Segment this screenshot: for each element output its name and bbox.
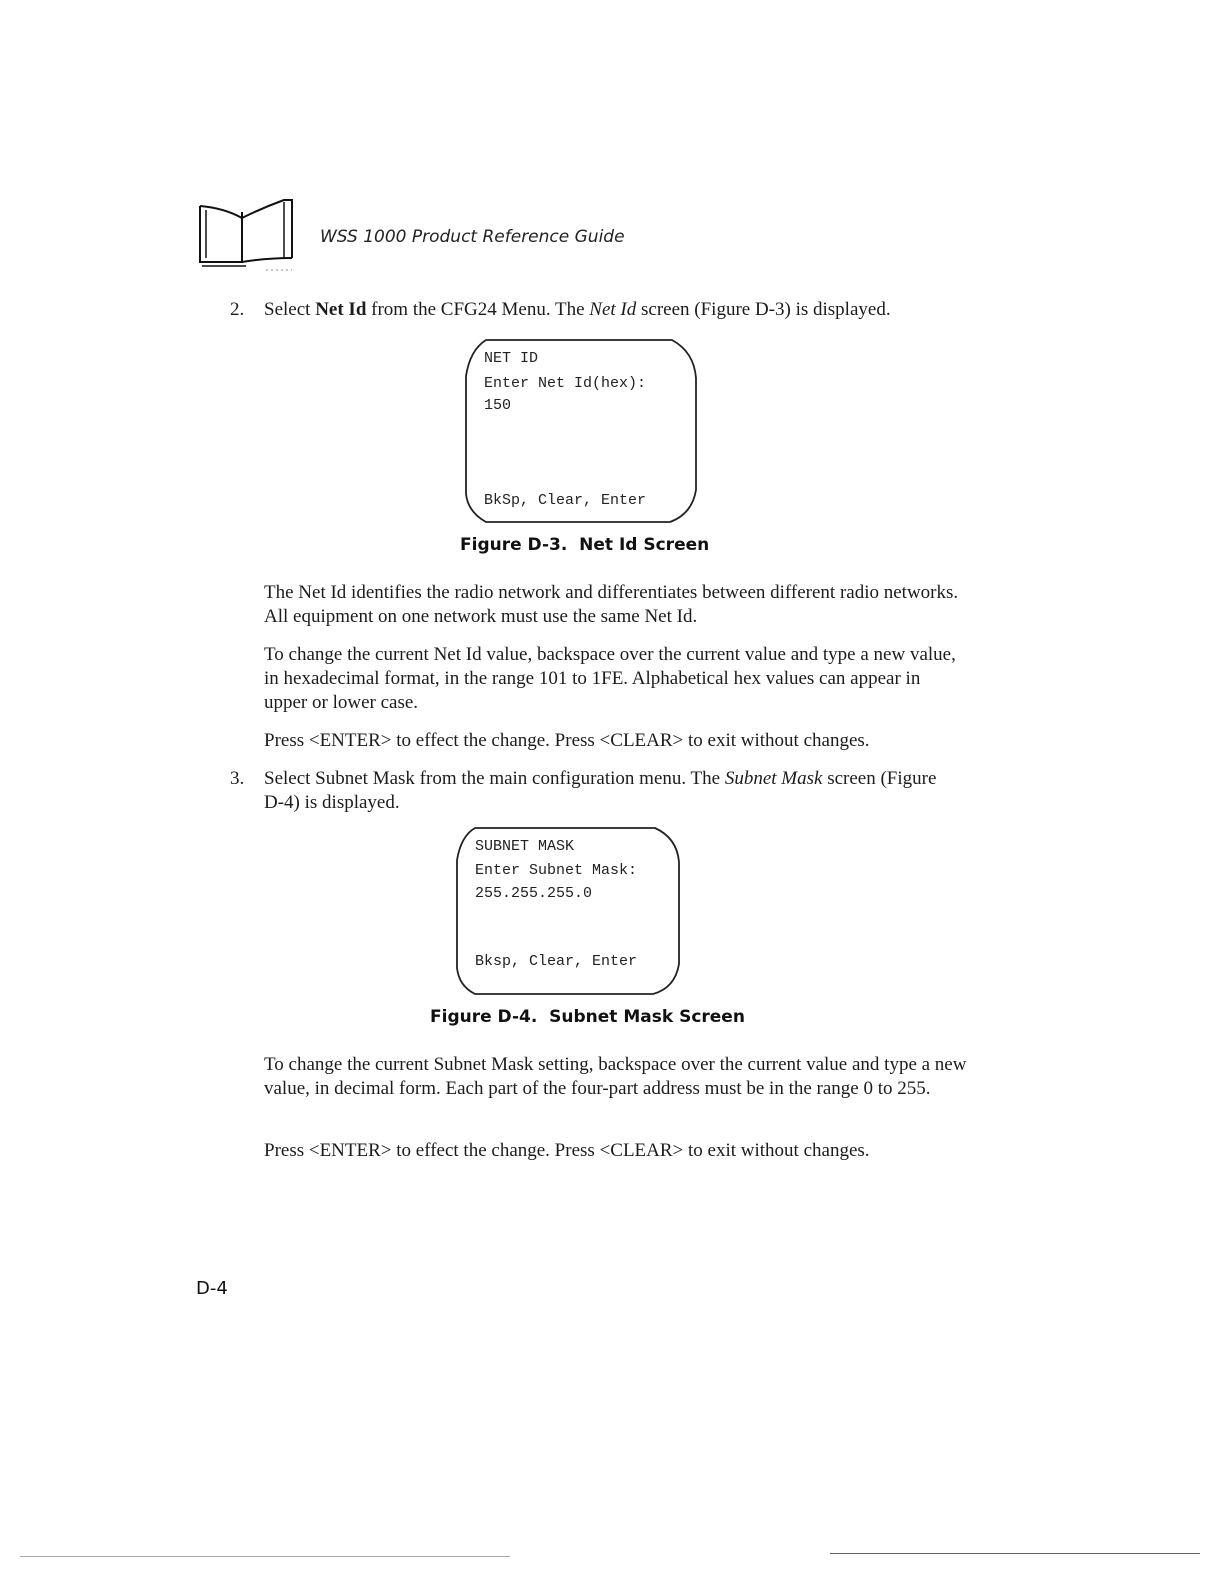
step-number: 3. — [230, 768, 245, 789]
screen-softkeys: BkSp, Clear, Enter — [484, 492, 647, 509]
open-book-icon — [196, 198, 296, 276]
screen-prompt: Enter Subnet Mask: — [475, 862, 638, 879]
step-3-text: Select Subnet Mask from the main configuration menu. The Subnet Mask screen (Figure D-4) is displayed. — [264, 768, 937, 813]
screen-value: 150 — [484, 397, 512, 414]
paragraph: Press <ENTER> to effect the change. Press <CLEAR> to exit without changes. — [264, 730, 870, 751]
paragraph: To change the current Subnet Mask setting, backspace over the current value and type a new value, in decimal form. Each part of the four-part address must be in the range 0 to 255. — [264, 1054, 967, 1099]
screen-title: NET ID — [484, 350, 539, 367]
scan-artifact-line — [830, 1553, 1200, 1554]
subnet-mask-screen-figure — [455, 826, 683, 998]
screen-softkeys: Bksp, Clear, Enter — [475, 953, 638, 970]
net-id-screen-figure — [464, 338, 700, 526]
paragraph: To change the current Net Id value, backspace over the current value and type a new value, in hexadecimal format, in the range 101 to 1FE. Alphabetical hex values can appear in upper or lower case. — [264, 644, 956, 713]
page-number: D-4 — [196, 1278, 228, 1299]
screen-prompt: Enter Net Id(hex): — [484, 375, 647, 392]
screen-value: 255.255.255.0 — [475, 885, 593, 902]
figure-caption: Figure D-3. Net Id Screen — [460, 535, 710, 555]
paragraph: Press <ENTER> to effect the change. Press <CLEAR> to exit without changes. — [264, 1140, 870, 1161]
screen-title: SUBNET MASK — [475, 838, 575, 855]
paragraph: The Net Id identifies the radio network and differentiates between different radio networks. All equipment on one network must use the same Net Id. — [264, 582, 959, 627]
running-header-title: WSS 1000 Product Reference Guide — [320, 227, 625, 247]
figure-caption: Figure D-4. Subnet Mask Screen — [430, 1007, 745, 1027]
step-number: 2. — [230, 299, 245, 320]
scan-artifact-line — [20, 1556, 510, 1557]
step-2-text: Select Net Id from the CFG24 Menu. The Net Id screen (Figure D-3) is displayed. — [264, 299, 891, 320]
